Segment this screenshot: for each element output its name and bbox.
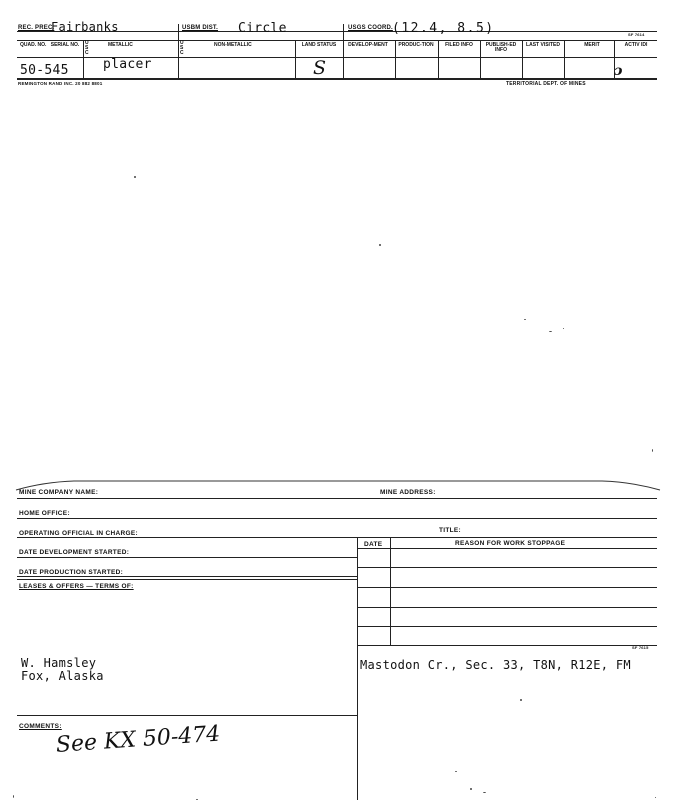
- scan-speck: [455, 771, 457, 772]
- row-rule-5: [17, 576, 357, 577]
- form-number-bottom: SF 7615: [632, 645, 649, 650]
- scan-speck: [520, 699, 522, 701]
- scan-speck: [652, 449, 653, 452]
- reason-header-rule: [357, 548, 657, 549]
- col-development: DEVELOP-MENT: [348, 42, 388, 48]
- scan-speck: [655, 797, 656, 798]
- scan-speck: [13, 795, 14, 798]
- row-rule-4: [17, 557, 357, 558]
- col-activity: ACTIV IDI: [624, 42, 648, 48]
- scan-speck: [563, 328, 564, 329]
- title-label: TITLE:: [439, 527, 462, 534]
- row-rule-3: [17, 537, 657, 538]
- operating-official-label: OPERATING OFFICIAL IN CHARGE:: [19, 530, 138, 537]
- top-card-printer-note: REMINGTON RAND INC. 20 882 8801: [18, 81, 103, 86]
- row-rule-2: [17, 518, 657, 519]
- date-development-label: DATE DEVELOPMENT STARTED:: [19, 549, 130, 556]
- col-merit: MERIT: [584, 42, 600, 48]
- mine-company-name-label: MINE COMPANY NAME:: [19, 489, 99, 496]
- owner-name: W. Hamsley: [21, 656, 97, 670]
- reason-row-rule-2: [357, 587, 657, 588]
- scan-speck: [134, 176, 136, 178]
- scan-speck: [196, 799, 198, 800]
- divider-last: [564, 40, 565, 79]
- divider-land: [295, 40, 296, 79]
- scan-speck: [524, 319, 526, 320]
- top-card-bottom-rule: [17, 78, 657, 80]
- col-published-info: PUBLISH-ED INFO: [485, 42, 517, 54]
- reason-row-rule-3: [357, 607, 657, 608]
- date-label: DATE: [364, 541, 383, 548]
- rec-prec-value: Fairbanks: [51, 20, 119, 34]
- divider-2: [343, 24, 344, 80]
- usgs-coord-value: (12.4, 8.5): [392, 21, 495, 36]
- col-production: PRODUC-TION: [398, 42, 434, 48]
- reason-row-rule-5: [357, 645, 657, 646]
- comments-label: COMMENTS:: [19, 723, 62, 730]
- top-card-department: TERRITORIAL DEPT. OF MINES: [506, 81, 586, 87]
- col-serial-no: SERIAL NO.: [50, 42, 80, 48]
- date-column-divider: [390, 537, 391, 645]
- col-quad-no: QUAD. NO.: [20, 42, 47, 48]
- leases-offers-label: LEASES & OFFERS — TERMS OF:: [19, 583, 134, 590]
- scan-speck: [379, 244, 381, 246]
- metallic-value: placer: [103, 57, 152, 72]
- col-filed-info: FILED INFO: [445, 42, 473, 48]
- col-non-metallic: NON-METALLIC: [214, 42, 252, 48]
- row-rule-5b: [17, 579, 357, 580]
- col-last-visited: LAST VISITED: [526, 42, 560, 48]
- reason-row-rule-1: [357, 567, 657, 568]
- divider-prod: [438, 40, 439, 79]
- scan-speck: [549, 331, 552, 332]
- usgs-coord-label: USGS COORD.: [348, 25, 393, 31]
- mine-address-label: MINE ADDRESS:: [380, 489, 436, 496]
- card-top-edge: [14, 476, 662, 496]
- date-production-label: DATE PRODUCTION STARTED:: [19, 569, 124, 576]
- quad-serial-value: 50-545: [20, 63, 69, 78]
- comments-handwritten: See KX 50-474: [55, 721, 222, 758]
- metallic-usc-marks: U S C: [85, 40, 89, 56]
- land-status-value: S: [313, 57, 327, 79]
- col-land-status: LAND STATUS: [301, 42, 337, 48]
- non-metallic-usc-marks: U S C: [180, 40, 184, 56]
- activity-value: ɔ: [614, 63, 623, 79]
- top-card-header-rule: [17, 40, 657, 41]
- divider-1: [178, 24, 179, 80]
- reason-row-rule-4: [357, 626, 657, 627]
- divider-metallic: [83, 40, 84, 79]
- center-divider: [357, 537, 358, 800]
- col-metallic: METALLIC: [108, 42, 133, 48]
- comments-top-rule: [17, 715, 357, 716]
- scan-speck: [470, 788, 472, 790]
- usbm-dist-value: Circle: [238, 21, 287, 36]
- usbm-dist-label: USBM DIST.: [182, 25, 219, 31]
- scan-speck: [483, 792, 486, 793]
- location-description: Mastodon Cr., Sec. 33, T8N, R12E, FM: [360, 658, 631, 672]
- rec-prec-label: REC. PREC.: [18, 25, 55, 31]
- owner-location: Fox, Alaska: [21, 669, 104, 683]
- home-office-label: HOME OFFICE:: [19, 510, 70, 517]
- form-number-top: SF 7614: [628, 32, 645, 37]
- row-rule-1: [17, 498, 657, 499]
- reason-label: REASON FOR WORK STOPPAGE: [455, 540, 566, 547]
